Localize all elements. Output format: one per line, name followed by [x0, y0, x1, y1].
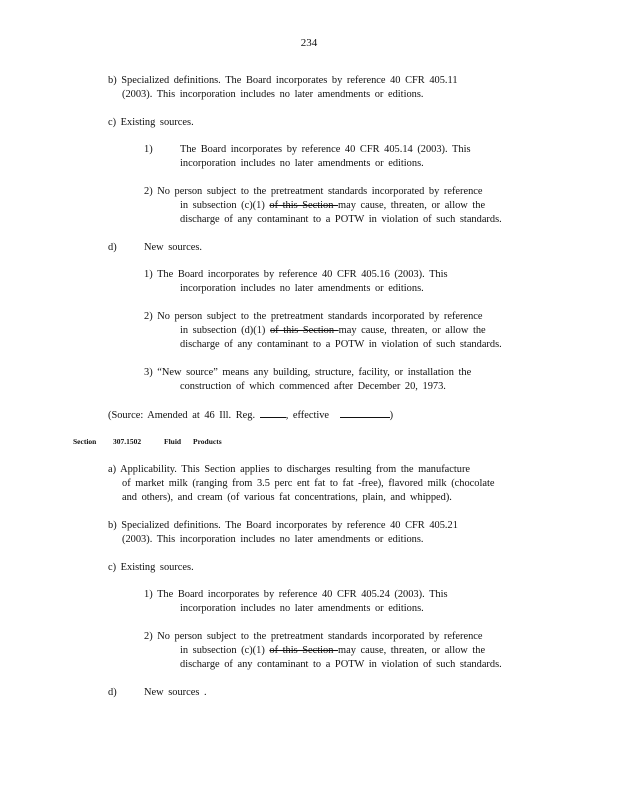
subsection-d2-label: d)	[108, 687, 117, 698]
paragraph-c2-2-line3: discharge of any contaminant to a POTW in violation of such standards.	[180, 659, 502, 670]
blank-line-date	[340, 408, 390, 418]
section-number: 307.1502	[113, 437, 142, 446]
paragraph-c2-2-line2	[180, 644, 485, 657]
subsection-d-label: d)	[108, 242, 117, 253]
paragraph-d1-line2: incorporation includes no later amendments or editions.	[180, 283, 424, 294]
paragraph-c2-line3: discharge of any contaminant to a POTW in violation of such standards.	[180, 214, 502, 225]
paragraph-c2-2-line2-pre: in subsection (c)(1)	[180, 645, 270, 656]
subsection-a-line2: of market milk (ranging from 3.5 perc ent fat to fat -free), flavored milk (chocolate	[122, 478, 495, 489]
source-note-pre: (Source: Amended at 46 Ill. Reg.	[108, 410, 256, 421]
paragraph-c2-1-line2: incorporation includes no later amendments or editions.	[180, 603, 424, 614]
section-title-word1: Fluid	[164, 437, 182, 446]
subsection-b2-line1: b) Specialized definitions. The Board incorporates by reference 40 CFR 405.21	[108, 520, 458, 531]
paragraph-c2-line1: 2) No person subject to the pretreatment standards incorporated by reference	[144, 186, 483, 197]
paragraph-c2-line2	[180, 199, 485, 212]
paragraph-c2-1-line1: 1) The Board incorporates by reference 40 CFR 405.24 (2003). This	[144, 589, 448, 600]
subsection-b-line1: b) Specialized definitions. The Board incorporates by reference 40 CFR 405.11	[108, 75, 458, 86]
paragraph-d2-line2-pre: in subsection (d)(1)	[180, 325, 270, 336]
subsection-b2-line2: (2003). This incorporation includes no later amendments or editions.	[122, 534, 424, 545]
page-number: 234	[300, 37, 318, 49]
source-note	[108, 408, 393, 422]
subsection-c2-label: c) Existing sources.	[108, 562, 194, 573]
deleted-text: of this Section	[269, 325, 339, 336]
deleted-text: of this Section	[269, 200, 339, 211]
paragraph-d3-line2: construction of which commenced after December 20, 1973.	[180, 381, 446, 392]
subsection-c-label: c) Existing sources.	[108, 117, 194, 128]
subsection-a-line3: and others), and cream (of various fat concentrations, plain, and whipped).	[122, 492, 452, 503]
subsection-d-text: New sources.	[144, 242, 202, 253]
paragraph-d2-line1: 2) No person subject to the pretreatment standards incorporated by reference	[144, 311, 483, 322]
paragraph-c1-line2: incorporation includes no later amendments or editions.	[180, 158, 424, 169]
subsection-d2-text: New sources .	[144, 687, 207, 698]
paragraph-d2-line2-post: may cause, threaten, or allow the	[338, 325, 486, 336]
paragraph-c1-line1: The Board incorporates by reference 40 CFR 405.14 (2003). This	[180, 144, 471, 155]
blank-line-issue	[260, 408, 286, 418]
subsection-b-line2: (2003). This incorporation includes no later amendments or editions.	[122, 89, 424, 100]
section-title-word2: Products	[193, 437, 222, 446]
source-note-mid: , effective	[285, 410, 330, 421]
paragraph-d1-line1: 1) The Board incorporates by reference 40 CFR 405.16 (2003). This	[144, 269, 448, 280]
deleted-text: of this Section	[269, 645, 339, 656]
paragraph-d2-line2	[180, 324, 486, 337]
paragraph-c2-2-line2-post: may cause, threaten, or allow the	[338, 645, 486, 656]
subsection-a-line1: a) Applicability. This Section applies to discharges resulting from the manufacture	[108, 464, 471, 475]
paragraph-c1-number: 1)	[144, 144, 153, 155]
source-note-post: )	[389, 410, 394, 421]
paragraph-c2-line2-post: may cause, threaten, or allow the	[338, 200, 486, 211]
section-label: Section	[73, 437, 97, 446]
paragraph-d3-line1: 3) “New source” means any building, structure, facility, or installation the	[144, 367, 472, 378]
paragraph-d2-line3: discharge of any contaminant to a POTW in violation of such standards.	[180, 339, 502, 350]
paragraph-c2-line2-pre: in subsection (c)(1)	[180, 200, 270, 211]
paragraph-c2-2-line1: 2) No person subject to the pretreatment standards incorporated by reference	[144, 631, 483, 642]
